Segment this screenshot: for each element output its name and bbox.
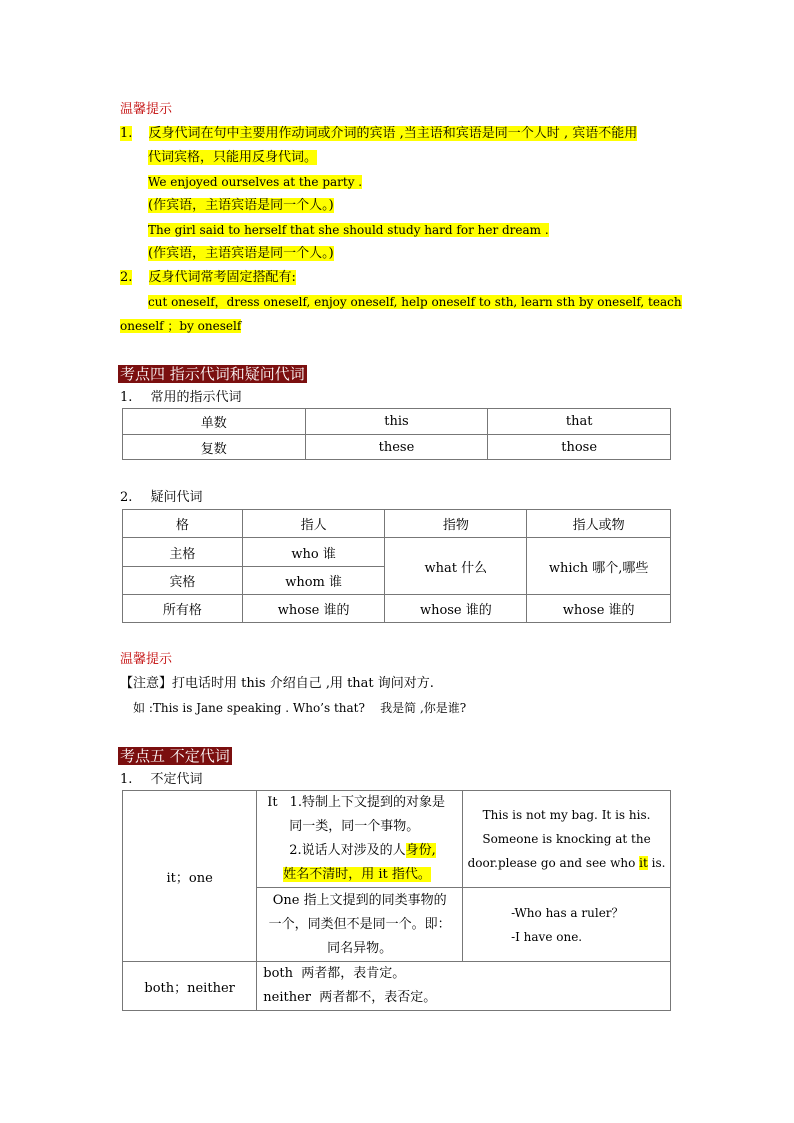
one-ex1: -Who has a ruler？	[511, 905, 624, 920]
section4-sub1	[120, 388, 242, 408]
header-cell: 指人	[242, 510, 385, 538]
it-usage-cell	[257, 791, 463, 888]
section5-heading	[118, 746, 232, 766]
demonstrative-table	[122, 408, 671, 460]
collocations-line1	[148, 292, 682, 312]
tip-item-1-line2: 代词宾格，只能用反身代词。	[148, 150, 318, 165]
tip-item-1-text: 反身代词在句中主要用作动词或介词的宾语 ,当主语和宾语是同一个人时 , 宾语不能用	[148, 126, 638, 141]
collocations-line1-text: cut oneself，dress oneself, enjoy oneself, help oneself to sth, learn sth by oneself, teach	[148, 295, 682, 309]
interrogative-table	[122, 509, 671, 623]
it-line4	[267, 863, 456, 887]
tip-item-1	[120, 124, 637, 144]
row-label-both-neither: both；neither	[123, 962, 257, 1011]
both-neither-cell	[257, 962, 671, 1011]
table-cell: this	[305, 409, 488, 435]
table-cell: whose 谁的	[242, 595, 385, 623]
tip2-example: 如 :This is Jane speaking . Who’s that? 我是简 ,你是谁?	[133, 701, 467, 715]
it-line1-text: 1.特制上下文提到的对象是	[289, 795, 446, 810]
table-cell: 宾格	[123, 567, 243, 595]
tip-item-2-text: 反身代词常考固定搭配有:	[148, 270, 296, 285]
tip-item-2	[120, 268, 296, 288]
table-cell: that	[488, 409, 671, 435]
table-cell: those	[488, 435, 671, 460]
it-ex3	[463, 851, 670, 875]
both-line: both 两者都，表肯定。	[263, 966, 406, 981]
one-ex2: -I have one.	[511, 929, 583, 944]
section5-heading-text: 考点五 不定代词	[120, 747, 230, 765]
it-line2: 同一类，同一个事物。	[289, 819, 420, 834]
example-2-note-text: (作宾语，主语宾语是同一个人。)	[148, 246, 334, 261]
example-1	[148, 172, 362, 192]
example-1-text: We enjoyed ourselves at the party .	[148, 175, 363, 189]
section5-sub1	[120, 770, 203, 790]
row-label-it-one: it；one	[123, 791, 257, 962]
example-1-note-text: (作宾语，主语宾语是同一个人。)	[148, 198, 334, 213]
it-line3a: 2.说话人对涉及的人	[289, 843, 406, 858]
tip2-title: 温馨提示	[120, 652, 173, 667]
one-line2: 一个，同类但不是同一个。即：	[268, 916, 451, 932]
section5-sub1-num: 1.	[120, 772, 133, 787]
table-cell: which 哪个,哪些	[527, 538, 671, 595]
it-line3b: 身份,	[405, 843, 436, 858]
collocations-line2-text: oneself ；by oneself	[120, 319, 242, 333]
section4-sub1-num: 1.	[120, 390, 133, 405]
example-2-note	[148, 244, 334, 264]
table-row	[123, 595, 671, 623]
section4-sub2-num: 2.	[120, 490, 133, 505]
it-example-cell	[463, 791, 671, 888]
table-row	[123, 962, 671, 1011]
it-prefix: It	[267, 795, 278, 810]
table-cell: 所有格	[123, 595, 243, 623]
tip-item-2-num: 2.	[120, 270, 133, 285]
section4-sub2	[120, 488, 203, 508]
it-ex2: Someone is knocking at the	[482, 832, 651, 846]
table-cell: whose 谁的	[527, 595, 671, 623]
header-cell: 指人或物	[527, 510, 671, 538]
one-line3: 同名异物。	[327, 940, 393, 956]
indefinite-table	[122, 790, 671, 1011]
one-example-cell	[463, 888, 671, 962]
section4-heading-text: 考点四 指示代词和疑问代词	[120, 365, 305, 383]
one-line1: One 指上文提到的同类事物的	[272, 892, 447, 908]
table-cell: 单数	[123, 409, 306, 435]
section4-sub2-text: 疑问代词	[150, 490, 203, 505]
table-row	[123, 435, 671, 460]
table-row	[123, 538, 671, 567]
it-ex3c: is.	[647, 856, 666, 870]
tip-item-1-num: 1.	[120, 126, 133, 141]
table-cell: whom 谁	[242, 567, 385, 595]
it-ex3a: door.please go and see who	[467, 856, 640, 870]
it-line3	[267, 839, 456, 863]
table-cell: these	[305, 435, 488, 460]
table-row	[123, 409, 671, 435]
tip2-note: 【注意】打电话时用 this 介绍自己 ,用 that 询问对方.	[120, 676, 434, 691]
neither-line: neither 两者都不，表否定。	[263, 990, 437, 1005]
it-ex3b: it	[639, 856, 648, 870]
table-cell: 主格	[123, 538, 243, 567]
tip-title: 温馨提示	[120, 102, 173, 117]
header-cell: 指物	[385, 510, 527, 538]
tip-item-1-cont	[148, 148, 317, 168]
it-line1	[267, 791, 456, 815]
table-cell: what 什么	[385, 538, 527, 595]
table-cell: who 谁	[242, 538, 385, 567]
section4-sub1-text: 常用的指示代词	[150, 390, 242, 405]
example-1-note	[148, 196, 334, 216]
example-2-text: The girl said to herself that she should study hard for her dream .	[148, 223, 549, 237]
header-cell: 格	[123, 510, 243, 538]
section4-heading	[118, 364, 307, 384]
table-row	[123, 791, 671, 888]
table-cell: whose 谁的	[385, 595, 527, 623]
it-ex1: This is not my bag. It is his.	[482, 808, 651, 822]
it-line4-text: 姓名不清时，用 it 指代。	[283, 867, 431, 882]
collocations-line2	[120, 316, 241, 336]
section5-sub1-text: 不定代词	[150, 772, 203, 787]
example-2	[148, 220, 549, 240]
one-usage-cell	[257, 888, 463, 962]
table-cell: 复数	[123, 435, 306, 460]
table-header-row	[123, 510, 671, 538]
